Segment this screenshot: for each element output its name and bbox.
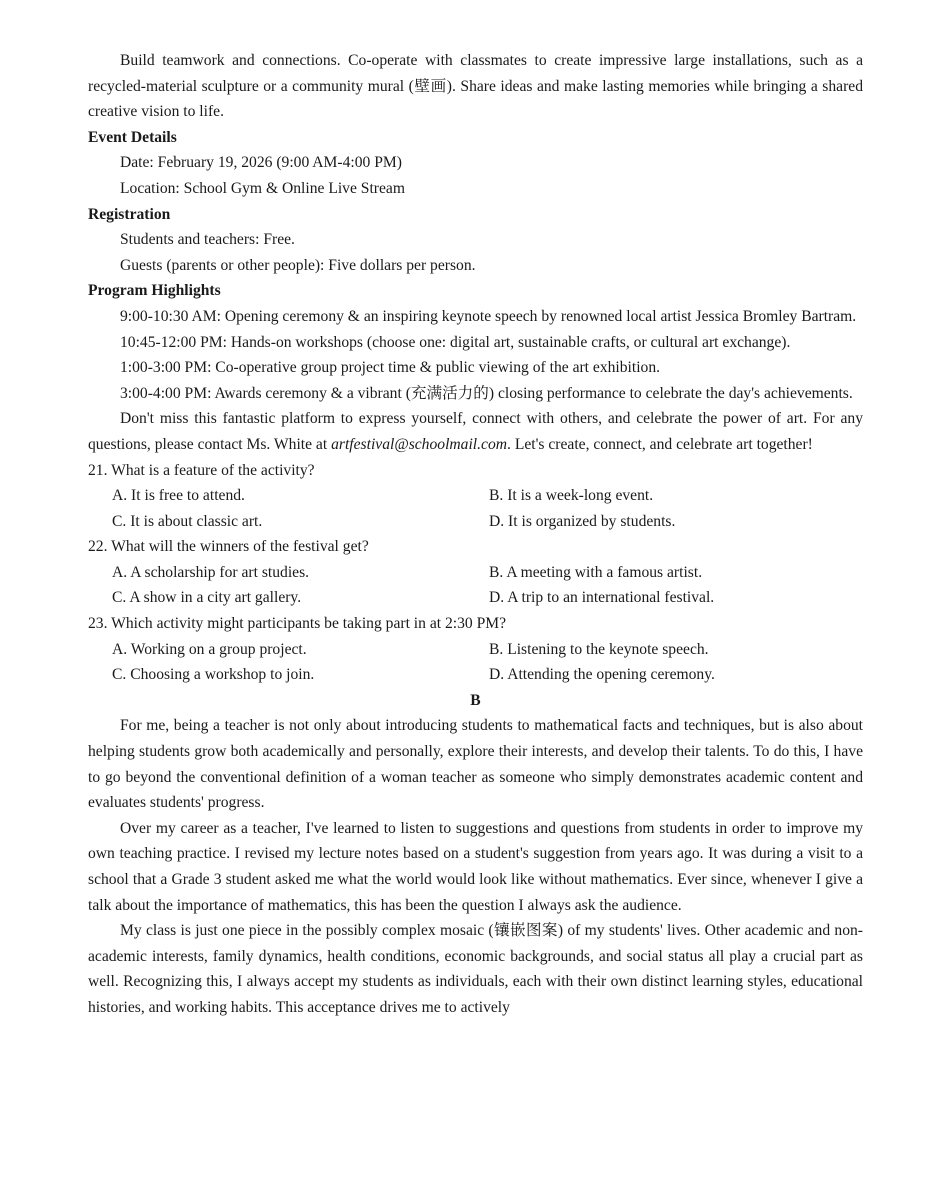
option-b: B. A meeting with a famous artist.: [489, 563, 703, 581]
question-options-row: [88, 585, 863, 611]
section-b-label: B: [470, 691, 481, 709]
program-item: 9:00-10:30 AM: Opening ceremony & an inspiring keynote speech by renowned local artist Jessica Bromley Bartram.: [120, 307, 857, 325]
event-details-heading: Event Details: [88, 128, 177, 146]
program-item: 3:00-4:00 PM: Awards ceremony & a vibrant (充满活力的) closing performance to celebrate the day's achievements.: [120, 384, 853, 402]
option-c: C. A show in a city art gallery.: [112, 589, 302, 607]
program-item: 1:00-3:00 PM: Co-operative group project time & public viewing of the art exhibition.: [120, 359, 661, 377]
option-b: B. Listening to the keynote speech.: [489, 640, 709, 658]
closing-paragraph: Don't miss this fantastic platform to express yourself, connect with others, and celebrate the power of art. For any questions, please contact Ms. White at artfestival@schoolmail.com. Let's create, connect, and celebrate art together!: [88, 410, 864, 453]
question-options-row: [88, 483, 863, 509]
question-stem: 23. Which activity might participants be taking part in at 2:30 PM?: [88, 615, 507, 633]
event-location: Location: School Gym & Online Live Stream: [120, 179, 405, 197]
passage-b-paragraph-3: My class is just one piece in the possibly complex mosaic (镶嵌图案) of my students' lives. Other academic and non-academic interests, family dynamics, health conditions, economic backgrounds, and social status all play a crucial part as well. Recognizing this, I always accept my students as individuals, each with their own distinct learning styles, educational histories, and working habits. This acceptance drives me to actively: [88, 922, 863, 1016]
question-options-row: [88, 637, 863, 663]
option-a: A. It is free to attend.: [112, 487, 245, 505]
program-highlights-heading: Program Highlights: [88, 282, 221, 300]
question-options-row: [88, 662, 863, 688]
event-date: Date: February 19, 2026 (9:00 AM-4:00 PM): [120, 154, 402, 172]
question-stem: 21. What is a feature of the activity?: [88, 461, 315, 479]
passage-b-paragraph-1: For me, being a teacher is not only about introducing students to mathematical facts and techniques, but is also about helping students grow both academically and personally, explore their interests, and develop their talents. To do this, I have to go beyond the conventional definition of a woman teacher as someone who simply demonstrates academic content and evaluates students' progress.: [88, 717, 863, 812]
contact-email: artfestival@schoolmail.com: [331, 435, 508, 453]
intro-paragraph: Build teamwork and connections. Co-operate with classmates to create impressive large installations, such as a recycled-material sculpture or a community mural (壁画). Share ideas and make lasting memories while bringing a shared creative vision to life.: [88, 52, 864, 121]
option-b: B. It is a week-long event.: [489, 487, 654, 505]
option-c: C. It is about classic art.: [112, 512, 263, 530]
registration-heading: Registration: [88, 205, 171, 223]
option-c: C. Choosing a workshop to join.: [112, 666, 315, 684]
option-a: A. A scholarship for art studies.: [112, 563, 310, 581]
program-item: 10:45-12:00 PM: Hands-on workshops (choose one: digital art, sustainable crafts, or cultural art exchange).: [120, 333, 791, 351]
question-options-row: [88, 560, 863, 586]
option-d: D. It is organized by students.: [489, 512, 676, 530]
option-d: D. Attending the opening ceremony.: [489, 666, 715, 684]
registration-guests: Guests (parents or other people): Five dollars per person.: [120, 256, 476, 274]
question-stem: 22. What will the winners of the festival get?: [88, 538, 369, 556]
option-a: A. Working on a group project.: [112, 640, 307, 658]
question-options-row: [88, 509, 863, 535]
passage-b-paragraph-2: Over my career as a teacher, I've learned to listen to suggestions and questions from students in order to improve my own teaching practice. I revised my lecture notes based on a student's suggestion from years ago. It was during a visit to a school that a Grade 3 student asked me what the world would look like without mathematics. Ever since, whenever I give a talk about the importance of mathematics, this has been the question I always ask the audience.: [88, 819, 863, 914]
option-d: D. A trip to an international festival.: [489, 589, 715, 607]
registration-students: Students and teachers: Free.: [120, 231, 295, 249]
